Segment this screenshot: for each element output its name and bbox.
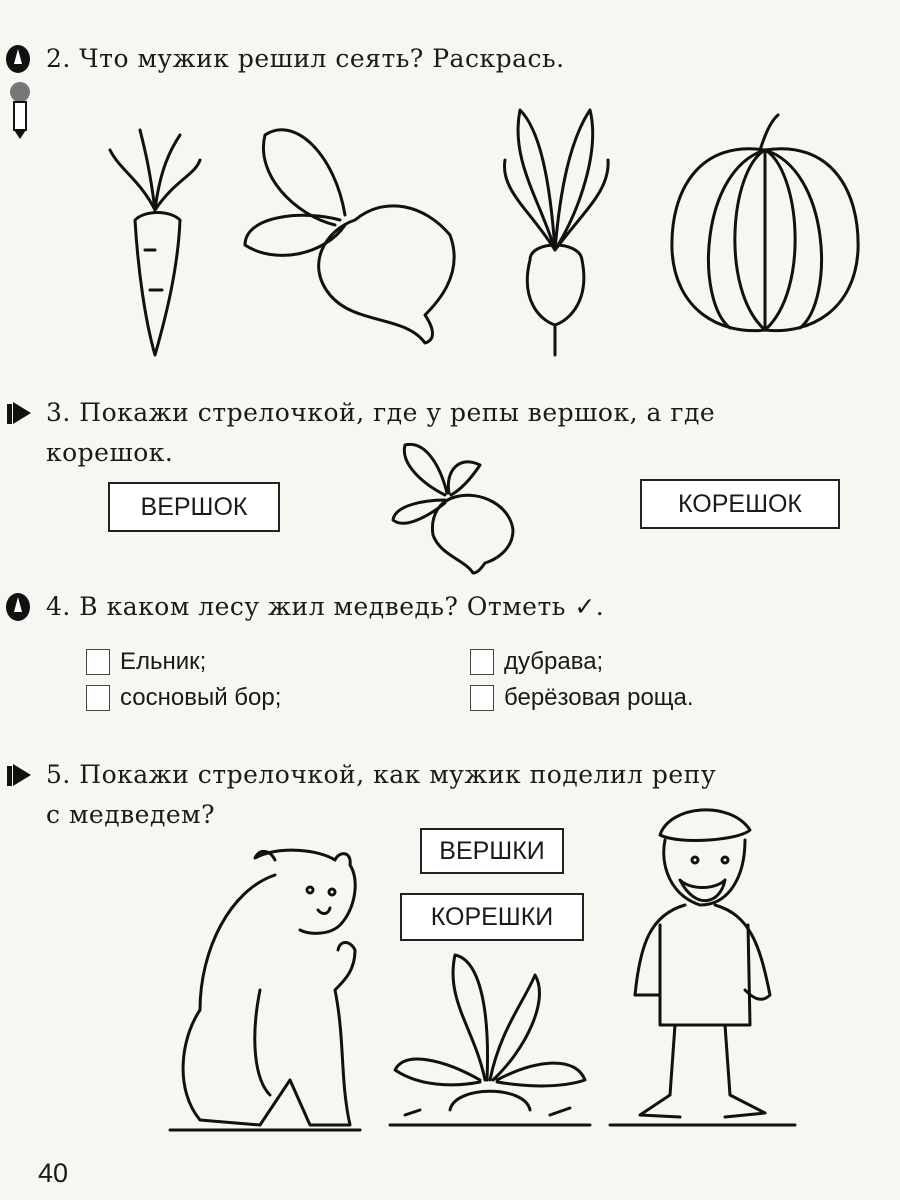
task-5-title-line1: 5. Покажи стрелочкой, как мужик поделил репу [46,760,717,789]
peasant-man-drawing[interactable] [600,795,800,1135]
checkbox[interactable] [86,685,110,711]
label-vershki[interactable]: ВЕРШКИ [420,828,564,874]
option-label: дубрава; [504,648,604,675]
task-4-title: 4. В каком лесу жил медведь? Отметь ✓. [46,592,605,621]
turnip-in-ground-drawing[interactable] [385,940,595,1140]
flag-marker-icon [5,398,31,428]
pencil-character-icon [8,80,32,140]
drop-marker-icon [5,44,31,74]
option-label: Ельник; [120,648,207,675]
option-label: берёзовая роща. [504,684,694,711]
label-koreshok[interactable]: КОРЕШОК [640,479,840,529]
checkbox[interactable] [470,685,494,711]
task-2-title: 2. Что мужик решил сеять? Раскрась. [46,44,565,73]
option-sosnovy-bor[interactable] [86,684,281,712]
option-dubrava[interactable] [470,648,603,676]
checkbox[interactable] [86,649,110,675]
label-koreshki[interactable]: КОРЕШКИ [400,893,584,941]
turnip-drawing[interactable] [235,115,465,345]
drop-marker-icon [5,592,31,622]
option-elnik[interactable] [86,648,206,676]
label-vershok[interactable]: ВЕРШОК [108,482,280,532]
option-berezovaya-roshcha[interactable] [470,684,694,712]
option-label: сосновый бор; [120,684,282,711]
page-number: 40 [38,1158,69,1188]
flag-marker-icon [5,760,31,790]
beet-drawing[interactable] [490,100,620,360]
bear-drawing[interactable] [160,840,370,1140]
task-3-title-line2: корешок. [46,438,174,467]
task-3-title-line1: 3. Покажи стрелочкой, где у репы вершок, а где [46,398,716,427]
carrot-drawing[interactable] [100,120,210,360]
pumpkin-drawing[interactable] [660,110,870,340]
task-5-title-line2: с медведем? [46,800,215,829]
checkbox[interactable] [470,649,494,675]
small-turnip-drawing[interactable] [385,435,525,575]
